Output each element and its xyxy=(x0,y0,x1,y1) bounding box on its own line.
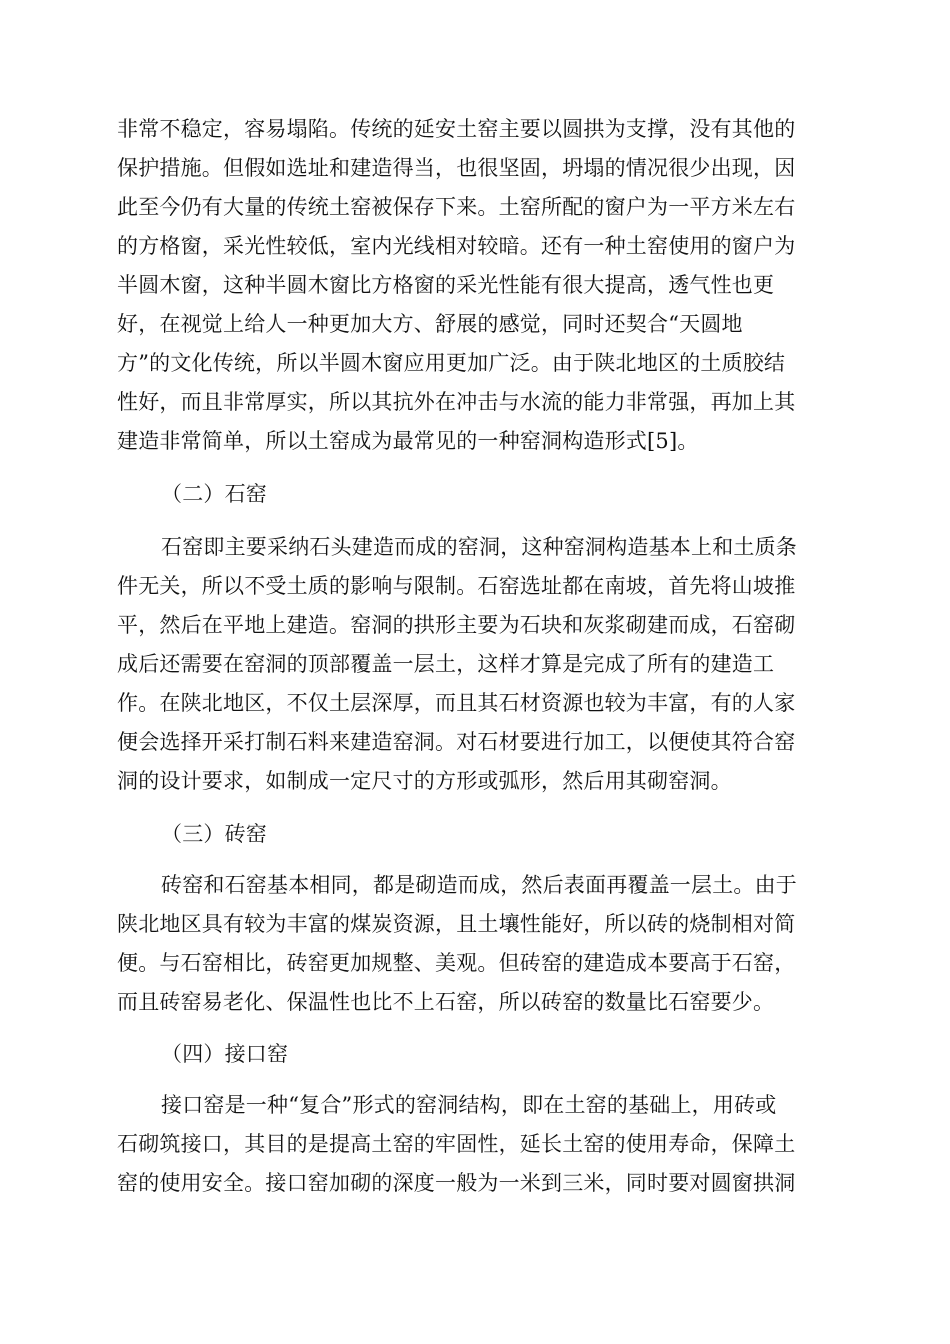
paragraph-1-line-2: 保护措施。但假如选址和建造得当，也很坚固，坍塌的情况很少出现，因 xyxy=(117,156,796,180)
paragraph-4-line-1: 接口窑是一种“复合”形式的窑洞结构，即在土窑的基础上，用砖或 xyxy=(161,1093,777,1117)
paragraph-1-line-3: 此至今仍有大量的传统土窑被保存下来。土窑所配的窗户为一平方米左右 xyxy=(117,195,796,219)
paragraph-1-line-4: 的方格窗，采光性较低，室内光线相对较暗。还有一种土窑使用的窗户为 xyxy=(117,234,796,258)
paragraph-3-line-3: 便。与石窑相比，砖窑更加规整、美观。但砖窑的建造成本要高于石窑， xyxy=(117,951,796,975)
paragraph-2-line-4: 成后还需要在窑洞的顶部覆盖一层土，这样才算是完成了所有的建造工 xyxy=(117,652,775,676)
paragraph-1-line-7: 方”的文化传统，所以半圆木窗应用更加广泛。由于陕北地区的土质胶结 xyxy=(117,351,786,375)
paragraph-2-line-1: 石窑即主要采纳石头建造而成的窑洞，这种窑洞构造基本上和土质条 xyxy=(161,535,797,559)
section-heading-brick-cave: （三）砖窑 xyxy=(161,822,267,846)
paragraph-2-line-2: 件无关，所以不受土质的影响与限制。石窑选址都在南坡，首先将山坡推 xyxy=(117,574,796,598)
paragraph-3-line-1: 砖窑和石窑基本相同，都是砌造而成，然后表面再覆盖一层土。由于 xyxy=(161,873,797,897)
paragraph-1-line-1: 非常不稳定，容易塌陷。传统的延安土窑主要以圆拱为支撑，没有其他的 xyxy=(117,117,796,141)
paragraph-2-line-6: 便会选择开采打制石料来建造窑洞。对石材要进行加工，以便使其符合窑 xyxy=(117,730,796,754)
paragraph-1-line-6: 好，在视觉上给人一种更加大方、舒展的感觉，同时还契合“天圆地 xyxy=(117,312,743,336)
paragraph-1-line-8: 性好，而且非常厚实，所以其抗外在冲击与水流的能力非常强，再加上其 xyxy=(117,390,796,414)
paragraph-1-line-5: 半圆木窗，这种半圆木窗比方格窗的采光性能有很大提高，透气性也更 xyxy=(117,273,775,297)
paragraph-2-line-7: 洞的设计要求，如制成一定尺寸的方形或弧形，然后用其砌窑洞。 xyxy=(117,769,732,793)
paragraph-4-line-2: 石砌筑接口，其目的是提高土窑的牢固性，延长土窑的使用寿命，保障土 xyxy=(117,1132,796,1156)
section-heading-joint-cave: （四）接口窑 xyxy=(161,1042,289,1066)
paragraph-3-line-4: 而且砖窑易老化、保温性也比不上石窑，所以砖窑的数量比石窑要少。 xyxy=(117,990,775,1014)
paragraph-1-line-9: 建造非常简单，所以土窑成为最常见的一种窑洞构造形式[5]。 xyxy=(117,429,699,453)
paragraph-3-line-2: 陕北地区具有较为丰富的煤炭资源，且土壤性能好，所以砖的烧制相对简 xyxy=(117,912,796,936)
paragraph-4-line-3: 窑的使用安全。接口窑加砌的深度一般为一米到三米，同时要对圆窗拱洞 xyxy=(117,1171,796,1195)
paragraph-2-line-3: 平，然后在平地上建造。窑洞的拱形主要为石块和灰浆砌建而成，石窑砌 xyxy=(117,613,796,637)
section-heading-stone-cave: （二）石窑 xyxy=(161,482,267,506)
paragraph-2-line-5: 作。在陕北地区，不仅土层深厚，而且其石材资源也较为丰富，有的人家 xyxy=(117,691,796,715)
